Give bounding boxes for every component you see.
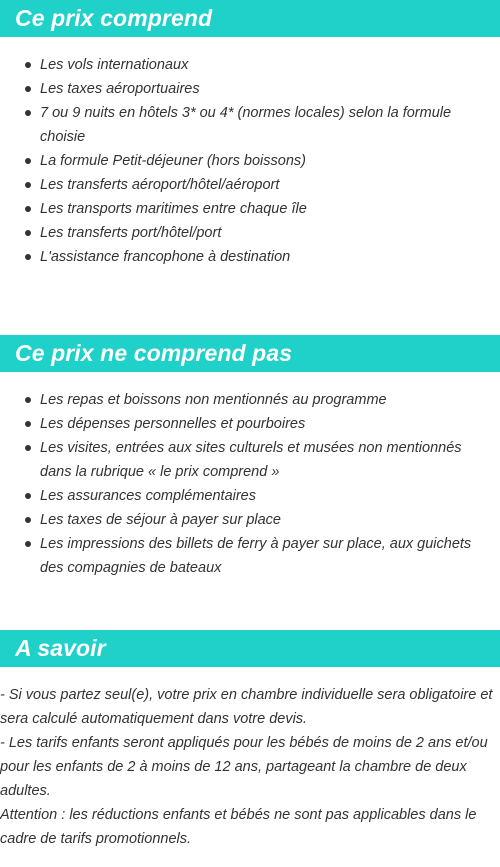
bullet-icon [25,110,31,116]
list-item: 7 ou 9 nuits en hôtels 3* ou 4* (normes locales) selon la formule choisie [0,101,500,149]
info-header [0,630,500,667]
excludes-header [0,335,500,372]
bullet-icon [25,158,31,164]
info-paragraph: - Les tarifs enfants seront appliqués pour les bébés de moins de 2 ans et/ou pour les enfants de 2 à moins de 12 ans, partageant la chambre de deux adultes. [0,735,488,799]
list-item: Les taxes aéroportuaires [0,77,500,101]
bullet-icon [25,397,31,403]
list-item: L'assistance francophone à destination [0,245,500,269]
bullet-icon [25,62,31,68]
list-item: Les repas et boissons non mentionnés au programme [0,388,500,412]
list-item: Les assurances complémentaires [0,484,500,508]
list-item: Les impressions des billets de ferry à payer sur place, aux guichets des compagnies de bateaux [0,532,500,580]
includes-title: Ce prix comprend [15,5,213,31]
bullet-icon [25,493,31,499]
excludes-list [0,388,500,580]
info-title: A savoir [15,635,106,661]
bullet-icon [25,86,31,92]
list-item: Les taxes de séjour à payer sur place [0,508,500,532]
bullet-icon [25,421,31,427]
bullet-icon [25,254,31,260]
list-item: Les dépenses personnelles et pourboires [0,412,500,436]
bullet-icon [25,230,31,236]
bullet-icon [25,541,31,547]
includes-list [0,53,500,269]
list-item: Les transferts aéroport/hôtel/aéroport [0,173,500,197]
bullet-icon [25,517,31,523]
includes-header [0,0,500,37]
list-item: Les transports maritimes entre chaque île [0,197,500,221]
list-item: La formule Petit-déjeuner (hors boissons) [0,149,500,173]
excludes-title: Ce prix ne comprend pas [15,340,293,366]
info-paragraph: Attention : les réductions enfants et bébés ne sont pas applicables dans le cadre de tarifs promotionnels. [0,807,477,847]
bullet-icon [25,445,31,451]
bullet-icon [25,182,31,188]
list-item: Les visites, entrées aux sites culturels et musées non mentionnés dans la rubrique « le prix comprend » [0,436,500,484]
list-item: Les vols internationaux [0,53,500,77]
bullet-icon [25,206,31,212]
list-item: Les transferts port/hôtel/port [0,221,500,245]
info-notes [0,683,500,851]
info-paragraph: - Si vous partez seul(e), votre prix en chambre individuelle sera obligatoire et sera calculé automatiquement dans votre devis. [0,687,493,727]
